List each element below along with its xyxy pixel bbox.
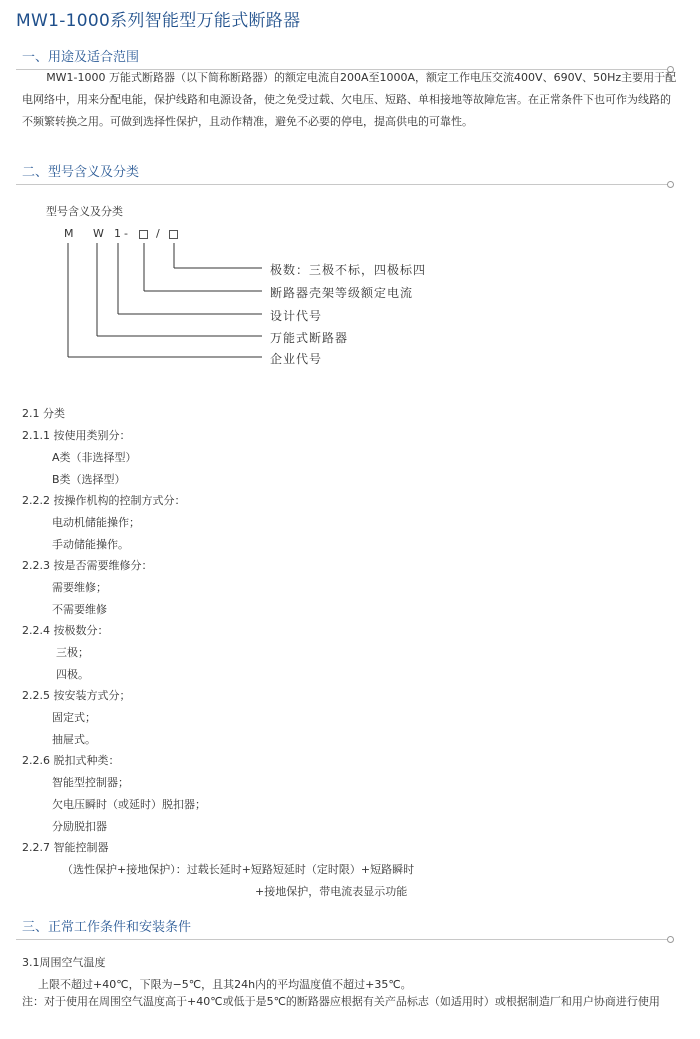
list-item: 电动机储能操作； [52, 516, 140, 529]
model-slash: / [156, 227, 160, 240]
section-3-heading: 三、正常工作条件和安装条件 [22, 920, 192, 935]
section-1-paragraph: MW1-1000 万能式断路器（以下简称断路器）的额定电流自200A至1000A，额定工作电压交流400V、690V、50Hz主要用于配电网络中，用来分配电能，保护线路和电源设备，使之免受过载、欠电压、短路、单相接地等故障危害。在正常条件下也可作为线路的不频繁转换之用。可做到选择性保护，且动作精准，避免不必要的停电，提高供电的可靠性。 [22, 71, 677, 128]
list-item: 智能型控制器； [52, 776, 129, 789]
group-title: 2.1.1 按使用类别分： [22, 429, 131, 442]
list-item: +接地保护，带电流表显示功能 [255, 885, 408, 898]
legend-poles: 极数：三极不标，四极标四 [270, 263, 427, 277]
list-item: A类（非选择型） [52, 451, 137, 464]
list-item: 抽屉式。 [52, 733, 96, 746]
list-item: 需要维修； [52, 581, 107, 594]
list-item: 固定式； [52, 711, 96, 724]
section-divider [16, 939, 670, 940]
placeholder-box-poles [169, 230, 178, 239]
legend-design-code: 设计代号 [270, 309, 323, 323]
model-code-leader-lines [0, 0, 700, 380]
list-item: 手动储能操作。 [52, 538, 129, 551]
list-item: 不需要维修 [52, 603, 107, 616]
legend-universal-breaker: 万能式断路器 [270, 331, 349, 345]
list-item: 四极。 [56, 668, 89, 681]
classification-heading: 2.1 分类 [22, 407, 65, 420]
section-3-header [0, 916, 700, 942]
list-item: 分励脱扣器 [52, 820, 107, 833]
temperature-subheading: 3.1周围空气温度 [22, 956, 106, 969]
model-subtitle: 型号含义及分类 [46, 205, 123, 218]
legend-company-code: 企业代号 [270, 352, 323, 366]
section-1-heading: 一、用途及适合范围 [22, 50, 140, 65]
model-char-m: M [64, 227, 74, 240]
placeholder-box-current [139, 230, 148, 239]
group-title: 2.2.7 智能控制器 [22, 841, 109, 854]
section-2-heading: 二、型号含义及分类 [22, 165, 140, 180]
list-item: B类（选择型） [52, 473, 126, 486]
legend-frame-current: 断路器壳架等级额定电流 [270, 286, 414, 300]
group-title: 2.2.3 按是否需要维修分： [22, 559, 153, 572]
page-title: MW1-1000系列智能型万能式断路器 [16, 11, 301, 31]
list-item: 三极； [56, 646, 89, 659]
divider-dot-icon [667, 936, 674, 943]
model-char-1: 1 [114, 227, 121, 240]
temperature-limits: 上限不超过+40℃，下限为−5℃，且其24h内的平均温度值不超过+35℃。 [38, 978, 412, 991]
group-title: 2.2.2 按操作机构的控制方式分： [22, 494, 186, 507]
group-title: 2.2.5 按安装方式分； [22, 689, 131, 702]
group-title: 2.2.6 脱扣式种类： [22, 754, 120, 767]
temperature-note: 注：对于使用在周围空气温度高于+40℃或低于是5℃的断路器应根据有关产品标志（如适用时）或根据制造厂和用户协商进行使用 [22, 995, 660, 1008]
list-item: （选性保护+接地保护）：过载长延时+短路短延时（定时限）+短路瞬时 [62, 863, 415, 876]
model-dash: - [124, 227, 128, 240]
list-item: 欠电压瞬时（或延时）脱扣器； [52, 798, 206, 811]
model-char-w: W [93, 227, 104, 240]
group-title: 2.2.4 按极数分： [22, 624, 109, 637]
